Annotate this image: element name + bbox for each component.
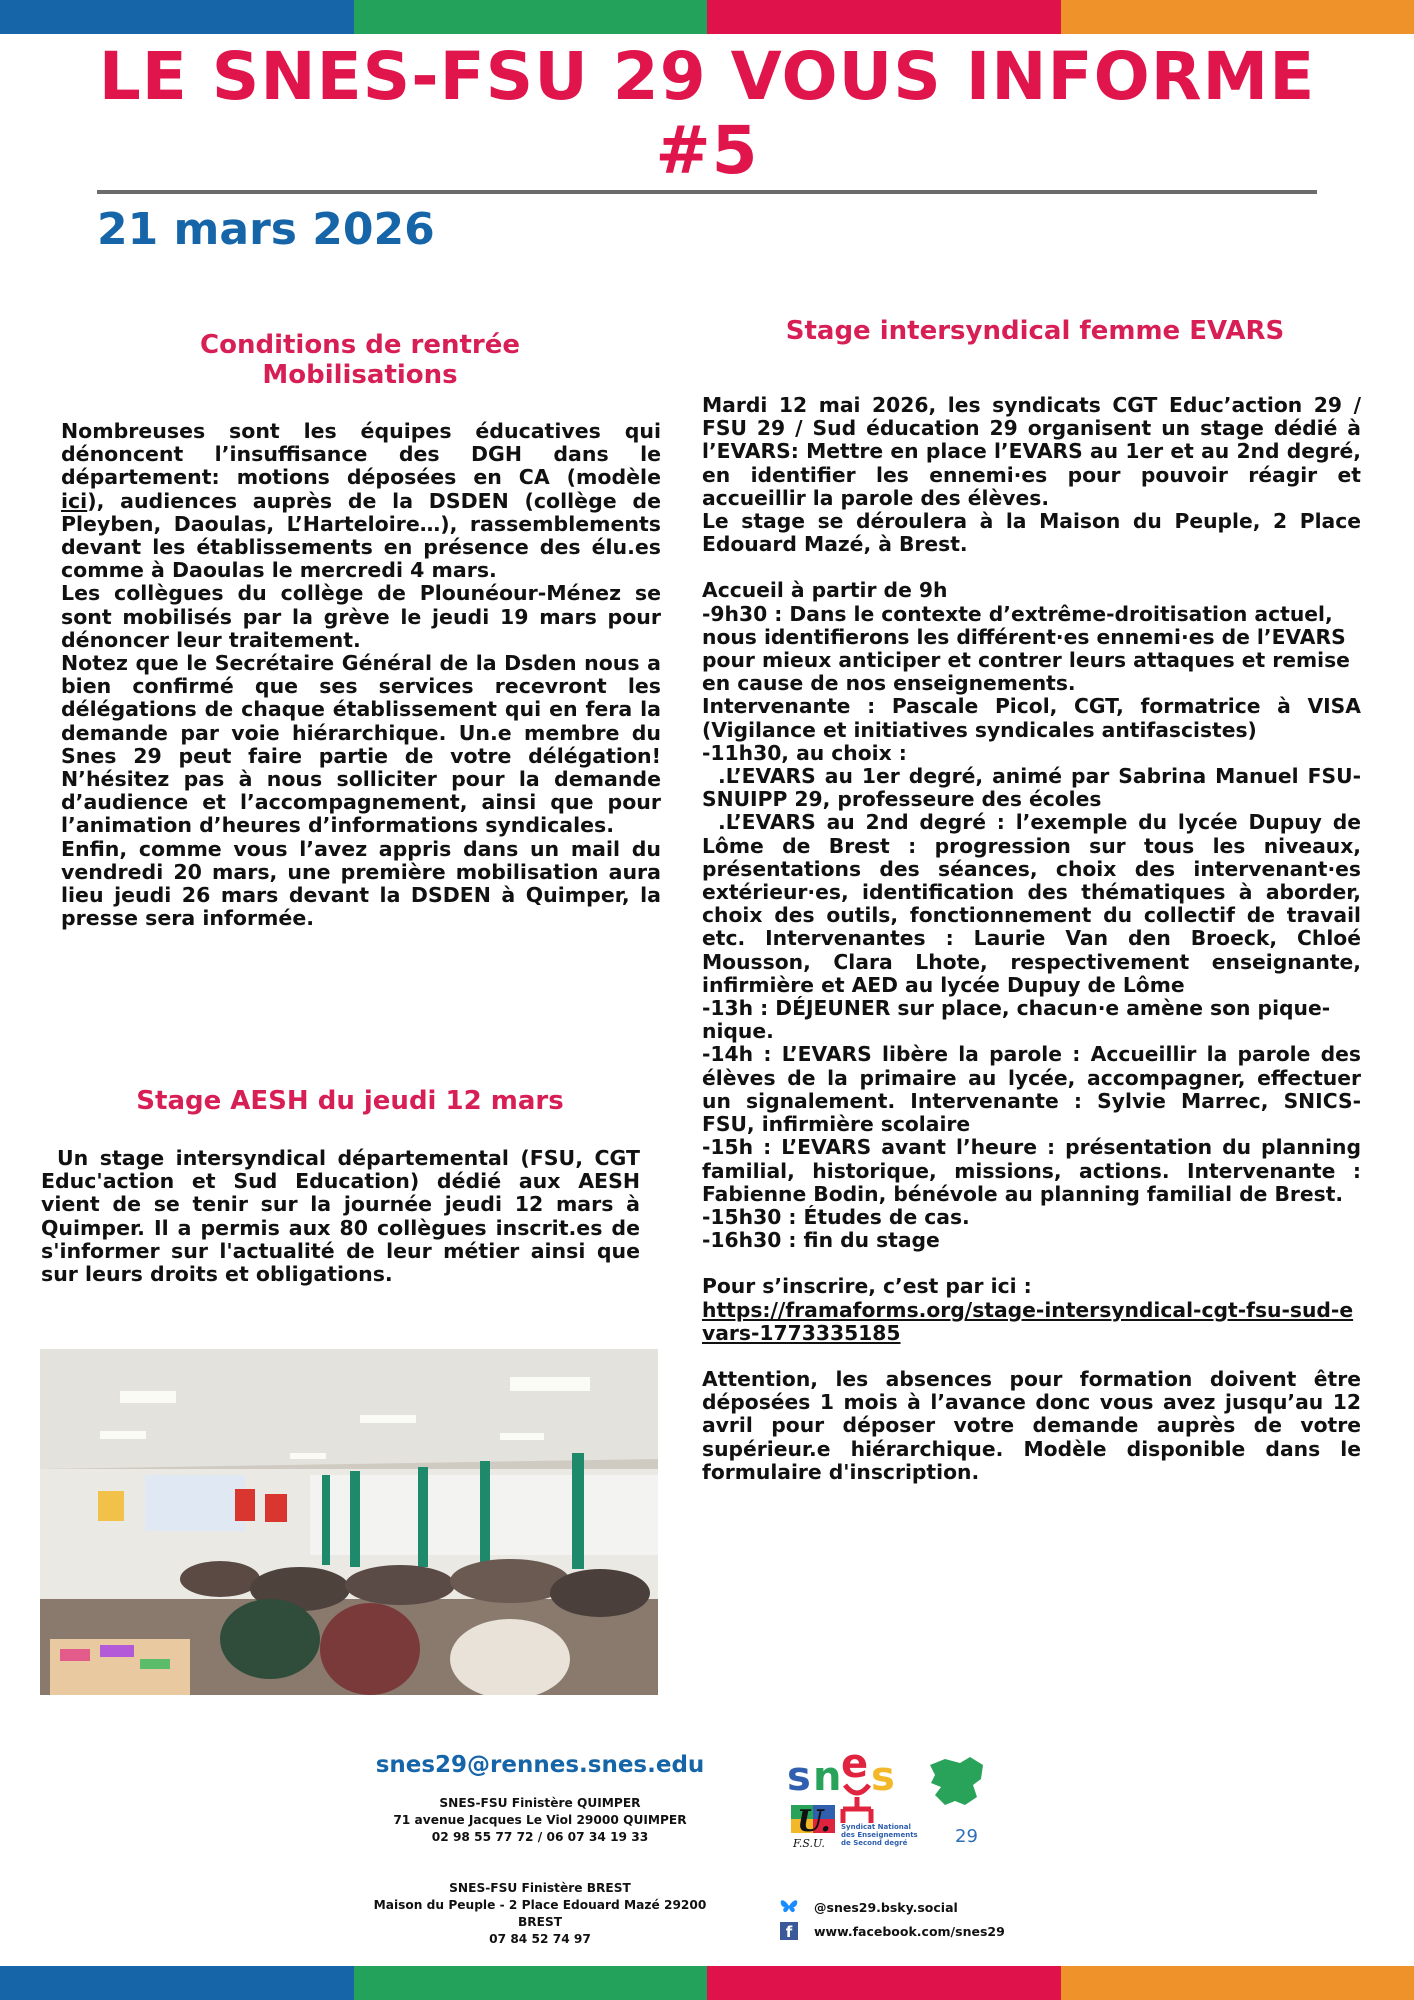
bluesky-handle: @snes29.bsky.social (814, 1899, 958, 1915)
color-bar-green (354, 1966, 708, 2000)
issue-date: 21 mars 2026 (97, 204, 435, 255)
paragraph: Un stage intersyndical départemental (FSU, CGT Educ'action et Sud Education) dédié aux AESH vient de se tenir sur la journée jeudi 12 mars à Quimper. Il a permis aux 80 collègues inscrit.es de s'informer sur l'actualité de leur métier ainsi que sur leurs droits et obligations. (41, 1146, 640, 1287)
logo-tagline-2: des Enseignements (841, 1831, 918, 1839)
section-body-evars (702, 394, 1361, 1484)
paragraph: Notez que le Secrétaire Général de la Dsden nous a bien confirmé que ses services recevront les délégations de chaque établissement qui en fera la demande par voie hiérarchique. Un.e membre du Snes 29 peut faire partie de votre délégation! N’hésitez pas à nous solliciter pour la demande d’audience et l’accompagnement, ainsi que pour l’animation d’heures d’informations syndicales. (61, 651, 661, 838)
logo-tagline-1: Syndicat National (841, 1823, 911, 1831)
newsletter-title (60, 40, 1354, 188)
fsu-label: F.S.U. (793, 1837, 825, 1850)
office-phones: 02 98 55 77 72 / 06 07 34 19 33 (431, 1830, 649, 1844)
paragraph: Accueil à partir de 9h (702, 578, 948, 603)
office-address: 71 avenue Jacques Le Viol 29000 QUIMPER (393, 1813, 687, 1827)
text-span: ), audiences auprès de la DSDEN (collège de Pleyben, Daoulas, L’Harteloire…), rassemblements devant les établissements en présence des élu.es comme à Daoulas le mercredi 4 mars. (61, 488, 661, 583)
color-bar-green (354, 0, 708, 34)
contact-email[interactable]: snes29@rennes.snes.edu (375, 1752, 705, 1778)
spacer (702, 1252, 1361, 1275)
office-address: Maison du Peuple - 2 Place Edouard Mazé 29200 (373, 1898, 707, 1912)
color-bar-orange (1061, 1966, 1414, 2000)
title-line-1: LE SNES-FSU 29 VOUS INFORME (98, 38, 1316, 115)
schedule-item: -15h : L’EVARS avant l’heure : présentation du planning familial, historique, missions, actions. Intervenante : Fabienne Bodin, bénévole au planning familial de Brest. (702, 1135, 1361, 1206)
facebook-icon: f (780, 1922, 798, 1940)
office-name: SNES-FSU Finistère BREST (449, 1881, 631, 1895)
paragraph: Le stage se déroulera à la Maison du Peuple, 2 Place Edouard Mazé, à Brest. (702, 509, 1361, 557)
paragraph: Attention, les absences pour formation doivent être déposées 1 mois à l’avance donc vous avez jusqu’au 12 avril pour déposer votre demande auprès de votre supérieur.e hiérarchique. Modèle disponible dans le formulaire d'inscription. (702, 1366, 1361, 1484)
logo-letter-s2: s (871, 1754, 895, 1800)
svg-text:U.: U. (797, 1804, 831, 1839)
paragraph (61, 420, 661, 582)
signup-paragraph (702, 1299, 1361, 1345)
color-bar-blue (0, 0, 354, 34)
bottom-color-bar (0, 1966, 1414, 2000)
stage-photo (40, 1349, 658, 1695)
model-link[interactable]: ici (61, 488, 88, 513)
text-span: Nombreuses sont les équipes éducatives qui dénoncent l’insuffisance des DGH dans le département: motions déposées en CA (modèle (61, 419, 661, 490)
section-title-evars: Stage intersyndical femme EVARS (785, 316, 1285, 346)
facebook-url: www.facebook.com/snes29 (814, 1923, 1005, 1939)
section-body-aesh (41, 1147, 640, 1286)
butterfly-icon (780, 1898, 798, 1916)
signup-label: Pour s’inscrire, c’est par ici : (702, 1274, 1032, 1299)
classroom-photo-illustration (40, 1349, 658, 1695)
schedule-item: -11h30, au choix : (702, 740, 907, 765)
paragraph: Mardi 12 mai 2026, les syndicats CGT Educ’action 29 / FSU 29 / Sud éducation 29 organisent un stage dédié à l’EVARS: Mettre en place l’EVARS au 1er et au 2nd degré, en identifier les ennemi·es pour pouvoir réagir et accueillir la parole des élèves. (702, 393, 1361, 510)
office-phone: 07 84 52 74 97 (489, 1932, 591, 1946)
schedule-item: -14h : L’EVARS libère la parole : Accueillir la parole des élèves de la primaire au lycée, accompagner, effectuer un signalement. Intervenante : Sylvie Marrec, SNICS-FSU, infirmière scolaire (702, 1042, 1361, 1137)
title-line-2: #5 (655, 112, 759, 189)
title-divider (97, 190, 1317, 194)
brest-contact (350, 1880, 730, 1948)
color-bar-orange (1061, 0, 1414, 34)
spacer (702, 556, 1361, 579)
color-bar-blue (0, 1966, 354, 2000)
signup-link[interactable]: https://framaforms.org/stage-intersyndical-cgt-fsu-sud-evars-1773335185 (702, 1297, 1354, 1345)
finistere-map-icon (930, 1757, 983, 1805)
section-title-line-1: Conditions de rentrée (200, 330, 520, 360)
quimper-contact (350, 1795, 730, 1846)
office-name: SNES-FSU Finistère QUIMPER (439, 1796, 641, 1810)
section-title-conditions (60, 330, 660, 390)
spacer (702, 1345, 1361, 1368)
logo-letter-n: n (813, 1754, 842, 1800)
section-title-aesh: Stage AESH du jeudi 12 mars (136, 1086, 564, 1116)
schedule-item: -9h30 : Dans le contexte d’extrême-droitisation actuel, nous identifierons les différent·es ennemi·es de l’EVARS pour mieux anticiper et contrer leurs attaques et remise en cause de nos enseignements. (702, 601, 1350, 696)
color-bar-red (707, 1966, 1061, 2000)
section-body-conditions (61, 420, 661, 930)
logo-tagline-3: de Second degré (841, 1839, 908, 1847)
snes-logo-graphic (785, 1745, 1015, 1875)
snes-fsu-logo (785, 1745, 1015, 1875)
bluesky-link[interactable] (780, 1898, 958, 1916)
logo-letter-e: e (841, 1745, 869, 1787)
department-number: 29 (955, 1826, 978, 1847)
section-title-line-2: Mobilisations (262, 360, 458, 390)
schedule-item: -13h : DÉJEUNER sur place, chacun·e amène son pique-nique. (702, 996, 1331, 1044)
facebook-link[interactable] (780, 1922, 1005, 1940)
schedule-option: .L’EVARS au 2nd degré : l’exemple du lycée Dupuy de Lôme de Brest : progression sur tous les niveaux, présentations des séances, choix des intervenant·es extérieur·es, identification des thématiques à aborder, choix des outils, fonctionnement du collectif de travail etc. Intervenantes : Laurie Van den Broeck, Chloé Mousson, Clara Lhote, respectivement enseignante, infirmière et AED au lycée Dupuy de Lôme (702, 810, 1361, 997)
schedule-item: -15h30 : Études de cas. (702, 1204, 970, 1229)
office-city: BREST (517, 1915, 563, 1929)
paragraph: Les collègues du collège de Plounéour-Ménez se sont mobilisés par la grève le jeudi 19 mars pour dénoncer leur traitement. (61, 581, 661, 652)
top-color-bar (0, 0, 1414, 34)
paragraph: Enfin, comme vous l’avez appris dans un mail du vendredi 20 mars, une première mobilisation aura lieu jeudi 26 mars devant la DSDEN à Quimper, la presse sera informée. (61, 836, 661, 931)
logo-letter-s1: s (787, 1754, 811, 1800)
schedule-speaker: Intervenante : Pascale Picol, CGT, formatrice à VISA (Vigilance et initiatives syndicales antifascistes) (702, 694, 1361, 742)
schedule-option: .L’EVARS au 1er degré, animé par Sabrina Manuel FSU-SNUIPP 29, professeure des écoles (702, 764, 1361, 812)
color-bar-red (707, 0, 1061, 34)
schedule-item: -16h30 : fin du stage (702, 1228, 940, 1253)
